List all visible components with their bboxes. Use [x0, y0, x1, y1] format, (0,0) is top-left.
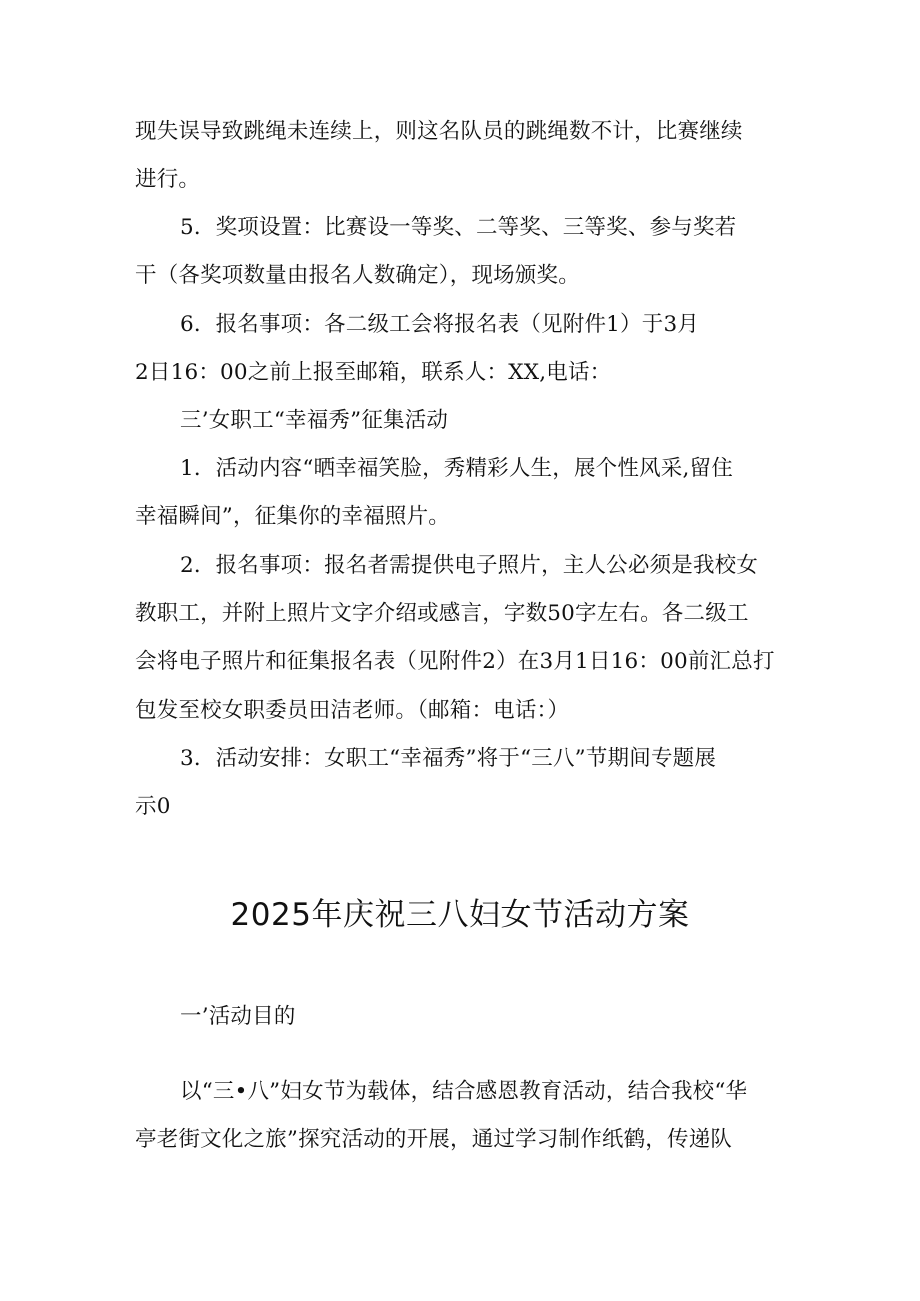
document-title: 2025年庆祝三八妇女节活动方案 [230, 897, 690, 933]
body-line: 亭老街文化之旅”探究活动的开展，通过学习制作纸鹤，传递队 [135, 1127, 733, 1152]
body-line: 1．活动内容“晒幸福笑脸，秀精彩人生，展个性风采,留住 [180, 456, 733, 481]
body-line: 进行。 [135, 167, 201, 192]
section-heading: 一’活动目的 [180, 1004, 296, 1029]
section-heading: 三’女职工“幸福秀”征集活动 [180, 408, 449, 433]
body-line: 示0 [135, 794, 171, 819]
body-line: 会将电子照片和征集报名表（见附件2）在3月1日16：00前汇总打 [135, 649, 775, 674]
body-line: 包发至校女职委员田洁老师。（邮箱：电话：） [135, 698, 570, 723]
body-line: 教职工，并附上照片文字介绍或感言，字数50字左右。各二级工 [135, 601, 749, 626]
body-line: 干（各奖项数量由报名人数确定），现场颁奖。 [135, 263, 580, 288]
body-line: 幸福瞬间”，征集你的幸福照片。 [135, 504, 450, 529]
body-line: 5．奖项设置：比赛设一等奖、二等奖、三等奖、参与奖若 [180, 215, 737, 240]
body-line: 6．报名事项：各二级工会将报名表（见附件1）于3月 [180, 312, 700, 337]
body-line: 2日16：00之前上报至邮箱，联系人：XX,电话： [135, 360, 612, 385]
body-line: 以“三•八”妇女节为载体，结合感恩教育活动，结合我校“华 [180, 1079, 748, 1104]
body-line: 2．报名事项：报名者需提供电子照片，主人公必须是我校女 [180, 553, 759, 578]
body-line: 现失误导致跳绳未连续上，则这名队员的跳绳数不计，比赛继续 [135, 119, 743, 144]
body-line: 3．活动安排：女职工“幸福秀”将于“三八”节期间专题展 [180, 746, 717, 771]
